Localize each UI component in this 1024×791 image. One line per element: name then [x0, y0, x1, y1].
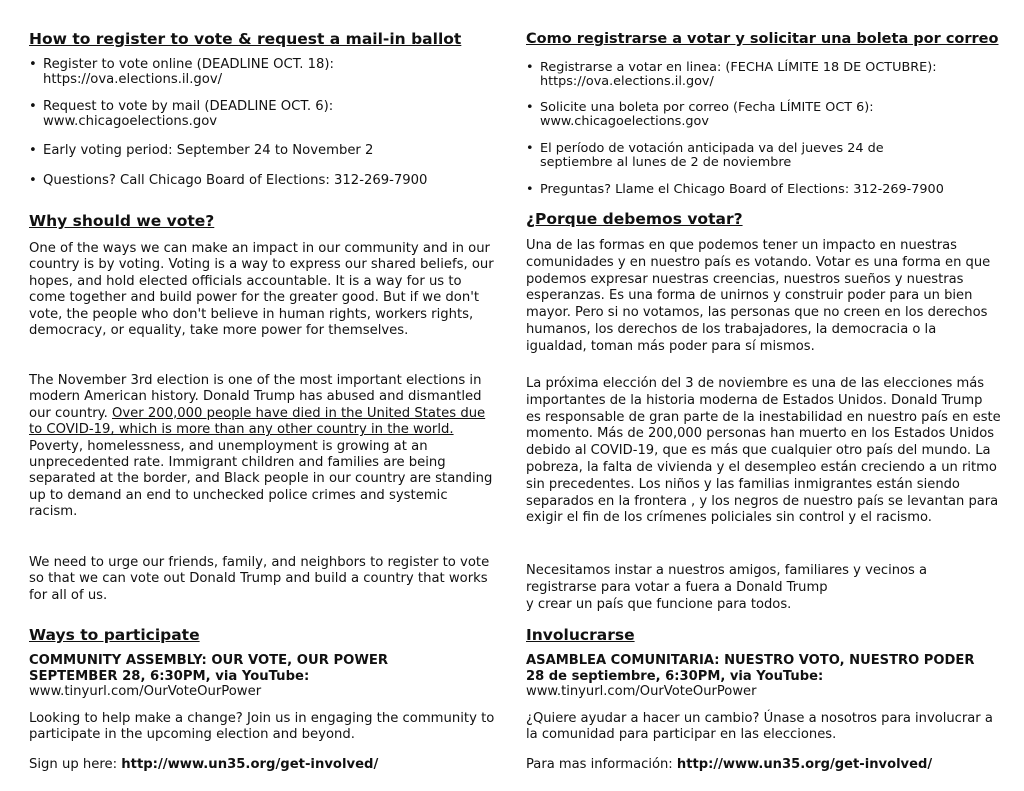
item-text: • Solicite una boleta por correo (Fecha LÍMITE OCT 6): — [540, 100, 874, 115]
why-p3-line2: registrarse para votar a fuera a Donald Trump — [526, 579, 828, 595]
why-paragraph-3: We need to urge our friends, family, and neighbors to register to vote so that we can vote out Donald Trump and build a country that works for all of us. — [29, 555, 490, 603]
chicagoelections-link[interactable]: www.chicagoelections.gov — [43, 113, 218, 129]
list-item — [29, 174, 499, 189]
item-text: • Registrarse a votar en linea: (FECHA LÍMITE 18 DE OCTUBRE): — [540, 60, 937, 75]
signup-label-es: Para mas información: — [526, 757, 673, 772]
list-item — [29, 100, 499, 129]
item-text: • Preguntas? Llame el Chicago Board of Elections: 312-269-7900 — [540, 182, 944, 197]
signup-line-es — [526, 757, 1001, 774]
ways-heading-es: Involucrarse — [526, 626, 635, 644]
item-text: • Register to vote online (DEADLINE OCT. 18): — [43, 57, 334, 72]
why-p2-text-a: The November 3rd election is one of the most important elections in modern American history. Donald Trump has abused and dismantled our country. — [29, 373, 482, 421]
why-paragraph-2-es: La próxima elección del 3 de noviembre es una de las elecciones más importantes de la historia moderna de Estados Unidos. Donald Trump es responsable de gran parte de la inestabilidad en nuestro país en este momento. Más de 200,000 personas han muerto en los Estados Unidos debido al COVID-19, que es más que cualquier otro país del mundo. La pobreza, la falta de vivienda y el desempleo están creciendo a un ritmo sin precedentes. Los niños y las familias inmigrantes están siendo separados en la frontera , y los negros de nuestro país se levantan para exigir el fin de los crímenes policiales sin control y el racismo. — [526, 376, 1001, 526]
event-date-es: 28 de septiembre, 6:30PM, via YouTube: — [526, 668, 824, 684]
register-heading-es: Como registrarse a votar y solicitar una boleta por correo — [526, 31, 999, 47]
list-item — [526, 101, 1001, 128]
event-url-link[interactable]: www.tinyurl.com/OurVoteOurPower — [29, 684, 262, 699]
ova-link-es[interactable]: https://ova.elections.il.gov/ — [540, 73, 714, 89]
list-item — [29, 58, 499, 87]
signup-line — [29, 757, 499, 773]
why-p2-text-b: Poverty, homelessness, and unemployment is growing at an unprecedented rate. Immigrant children and families are being separated at the border, and Black people in our country are standing up to demand an end to unchecked police crimes and systemic racism. — [29, 438, 493, 520]
list-item — [29, 144, 499, 159]
why-paragraph-3-es — [526, 563, 1001, 613]
signup-link[interactable]: http://www.un35.org/get-involved/ — [121, 757, 379, 772]
item-text: • Early voting period: September 24 to November 2 — [43, 143, 374, 158]
signup-label: Sign up here: — [29, 757, 118, 772]
why-p3-line3: y crear un país que funcione para todos. — [526, 596, 792, 612]
event-title: COMMUNITY ASSEMBLY: OUR VOTE, OUR POWER — [29, 653, 389, 668]
why-paragraph-1-es: Una de las formas en que podemos tener un impacto en nuestras comunidades y en nuestro país es votando. Votar es una forma en que podemos expresar nuestras creencias, nuestros sueños y nuestras esperanzas. Es una forma de unirnos y construir poder para un bien mayor. Pero si no votamos, las personas que no creen en los derechos humanos, los derechos de los trabajadores, la democracia o la igualdad, toman más poder para sí mismos. — [526, 238, 991, 354]
signup-link-es[interactable]: http://www.un35.org/get-involved/ — [676, 757, 933, 772]
chicagoelections-link-es[interactable]: www.chicagoelections.gov — [540, 113, 709, 129]
help-text-es: ¿Quiere ayudar a hacer un cambio? Únase a nosotros para involucrar a la comunidad para participar en las elecciones. — [526, 711, 993, 742]
item-text: septiembre al lunes de 2 de noviembre — [540, 154, 792, 170]
event-url-link-es[interactable]: www.tinyurl.com/OurVoteOurPower — [526, 684, 757, 699]
why-heading-es: ¿Porque debemos votar? — [526, 210, 743, 228]
event-block-es — [526, 653, 1001, 700]
item-text: • El período de votación anticipada va del jueves 24 de — [540, 141, 884, 156]
ways-heading: Ways to participate — [29, 626, 200, 644]
item-text: • Request to vote by mail (DEADLINE OCT. 6): — [43, 99, 334, 114]
why-paragraph-2 — [29, 373, 499, 521]
covid-statistic: Over 200,000 people have died in the United States due to COVID-19, which is more than any other country in the world. — [29, 405, 486, 438]
ova-link[interactable]: https://ova.elections.il.gov/ — [43, 71, 223, 87]
list-item — [526, 61, 1001, 88]
list-item — [526, 183, 1001, 197]
help-text: Looking to help make a change? Join us in engaging the community to participate in the upcoming election and beyond. — [29, 711, 495, 742]
event-date: SEPTEMBER 28, 6:30PM, via YouTube: — [29, 668, 310, 684]
event-block — [29, 653, 499, 700]
list-item — [526, 142, 1001, 169]
item-text: • Questions? Call Chicago Board of Elections: 312-269-7900 — [43, 173, 428, 188]
why-heading: Why should we vote? — [29, 212, 215, 230]
why-paragraph-1: One of the ways we can make an impact in our community and in our country is by voting. Voting is a way to express our shared beliefs, our hopes, and hold elected officials accountable. It is a way for us to come together and build power for the greater good. But if we don't vote, the people who don't believe in human rights, workers rights, democracy, or equality, take more power for themselves. — [29, 241, 494, 339]
register-heading: How to register to vote & request a mail-in ballot — [29, 30, 462, 48]
event-title-es: ASAMBLEA COMUNITARIA: NUESTRO VOTO, NUESTRO PODER — [526, 653, 975, 668]
why-p3-line1: Necesitamos instar a nuestros amigos, familiares y vecinos a — [526, 563, 928, 578]
